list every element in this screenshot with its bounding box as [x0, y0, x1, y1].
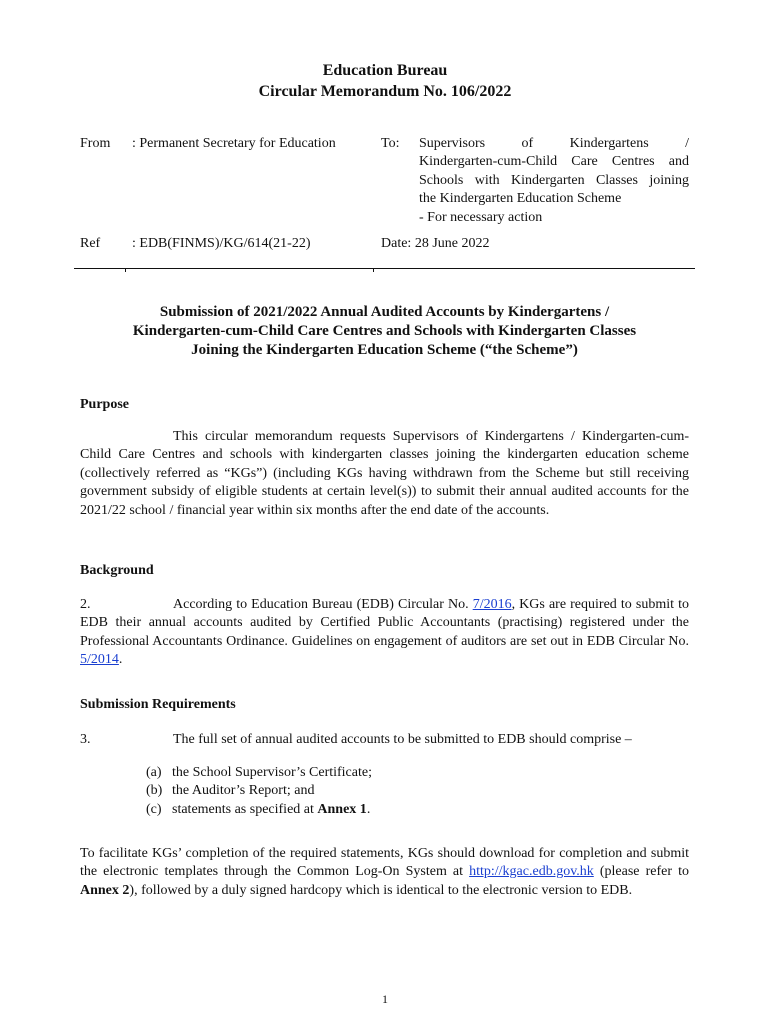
- subject-line-1: Submission of 2021/2022 Annual Audited Accounts by Kindergartens /: [159, 304, 610, 320]
- item-text: statements as specified at: [172, 801, 318, 817]
- background-paragraph: [80, 596, 689, 670]
- templates-text-c: ), followed by a duly signed hardcopy which is identical to the electronic version to EDB.: [129, 882, 633, 898]
- ref-value: : EDB(FINMS)/KG/614(21-22): [132, 236, 311, 251]
- page-number: 1: [382, 992, 388, 1006]
- requirements-list: [146, 764, 372, 819]
- circular-7-2016-link[interactable]: 7/2016: [472, 597, 512, 612]
- to-line-3: Schools with Kindergarten Classes joining: [419, 172, 689, 188]
- ref-label: Ref: [80, 236, 101, 251]
- subject-line-2: Kindergarten-cum-Child Care Centres and Schools with Kindergarten Classes: [132, 323, 637, 339]
- background-text-a: According to Education Bureau (EDB) Circular No.: [173, 597, 473, 612]
- to-line-4: the Kindergarten Education Scheme: [419, 191, 622, 207]
- kgac-link[interactable]: http://kgac.edb.gov.hk: [469, 864, 594, 880]
- purpose-heading: Purpose: [80, 397, 129, 412]
- memo-number: Circular Memorandum No. 106/2022: [258, 83, 512, 100]
- templates-text-b: (please refer to: [593, 864, 689, 880]
- from-label: From: [80, 136, 111, 151]
- paragraph-number: 3.: [80, 732, 91, 747]
- purpose-paragraph: This circular memorandum requests Supervisors of Kindergartens / Kindergarten-cum-Child Care Centres and schools with kindergarten classes joining the kindergarten education scheme (collectively referred as “KGs”) (including KGs having withdrawn from the Scheme but still receiving government subsidy of eligible students at certain level(s)) to submit their annual audited accounts for the 2021/22 school / financial year within six months after the end date of the accounts.: [80, 429, 689, 518]
- circular-5-2014-link[interactable]: 5/2014: [80, 652, 119, 668]
- background-heading: Background: [80, 563, 154, 578]
- subject-line-3: Joining the Kindergarten Education Scheme (“the Scheme”): [191, 342, 578, 358]
- to-label: To:: [381, 136, 400, 151]
- from-value: : Permanent Secretary for Education: [132, 136, 336, 151]
- memo-date: Date: 28 June 2022: [381, 236, 490, 251]
- requirements-heading: Submission Requirements: [80, 697, 236, 712]
- background-text-b: , KGs are required to submit to EDB their annual accounts audited by Certified Public Accountants (practising) registered under the Professional Accountants Ordinance. Guidelines on engagement of auditors are set out in EDB Circular No.: [80, 597, 689, 649]
- list-item: [146, 764, 372, 782]
- header-divider: [74, 268, 695, 269]
- annex-1-ref: Annex 1: [317, 801, 367, 817]
- item-tail: .: [366, 801, 371, 817]
- templates-paragraph: [80, 845, 689, 900]
- item-text: the Auditor’s Report; and: [172, 783, 315, 799]
- templates-text-a: To facilitate KGs’ completion of the required statements, KGs should download for completion and submit the electronic templates through the Common Log-On System at: [80, 846, 689, 880]
- annex-2-ref: Annex 2: [80, 882, 130, 898]
- list-item: [146, 801, 372, 819]
- item-label: (a): [146, 765, 162, 780]
- to-line-2: Kindergarten-cum-Child Care Centres and: [419, 154, 689, 170]
- requirements-intro: The full set of annual audited accounts to be submitted to EDB should comprise –: [173, 732, 632, 747]
- to-line-5: - For necessary action: [419, 209, 543, 225]
- item-text: the School Supervisor’s Certificate;: [172, 765, 372, 780]
- paragraph-number: 2.: [80, 597, 91, 612]
- divider-tick: [125, 268, 126, 272]
- to-recipients: [419, 135, 689, 227]
- item-label: (b): [146, 783, 163, 799]
- to-line-1: Supervisors of Kindergartens /: [419, 136, 689, 151]
- list-item: [146, 782, 372, 800]
- item-label: (c): [146, 801, 162, 817]
- org-title: Education Bureau: [322, 62, 448, 79]
- divider-tick: [373, 268, 374, 272]
- background-text-c: .: [118, 652, 123, 668]
